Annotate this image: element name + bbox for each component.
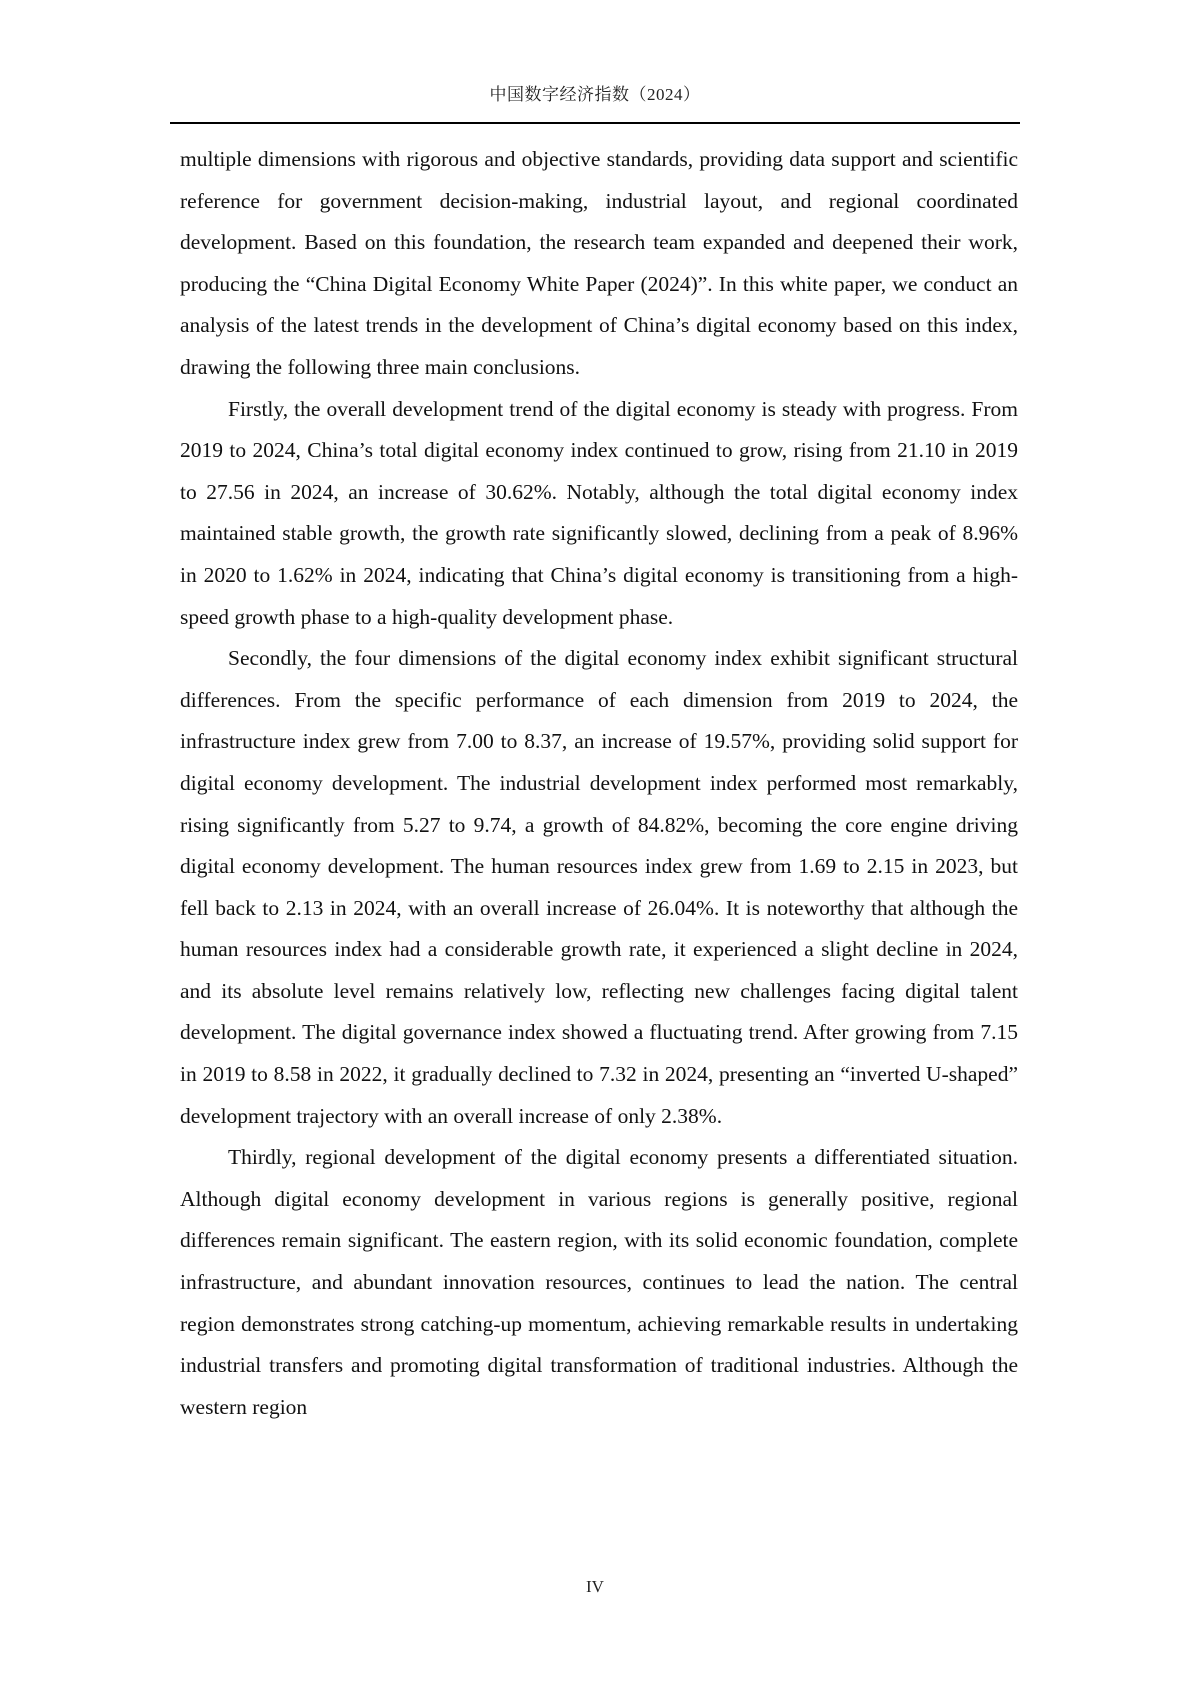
paragraph-secondly: Secondly, the four dimensions of the digital economy index exhibit significant structural differences. From the specific performance of each dimension from 2019 to 2024, the infrastructure index grew from 7.00 to 8.37, an increase of 19.57%, providing solid support for digital economy development. The industrial development index performed most remarkably, rising significantly from 5.27 to 9.74, a growth of 84.82%, becoming the core engine driving digital economy development. The human resources index grew from 1.69 to 2.15 in 2023, but fell back to 2.13 in 2024, with an overall increase of 26.04%. It is noteworthy that although the human resources index had a considerable growth rate, it experienced a slight decline in 2024, and its absolute level remains relatively low, reflecting new challenges facing digital talent development. The digital governance index showed a fluctuating trend. After growing from 7.15 in 2019 to 8.58 in 2022, it gradually declined to 7.32 in 2024, presenting an “inverted U-shaped” development trajectory with an overall increase of only 2.38%. (180, 646, 1018, 1128)
paragraph-thirdly: Thirdly, regional development of the digital economy presents a differentiated situation. Although digital economy development in various regions is generally positive, regional differences remain significant. The eastern region, with its solid economic foundation, complete infrastructure, and abundant innovation resources, continues to lead the nation. The central region demonstrates strong catching-up momentum, achieving remarkable results in undertaking industrial transfers and promoting digital transformation of traditional industries. Although the western region (180, 1145, 1018, 1419)
body-text (180, 139, 1018, 1428)
paragraph-firstly: Firstly, the overall development trend of the digital economy is steady with progress. From 2019 to 2024, China’s total digital economy index continued to grow, rising from 21.10 in 2019 to 27.56 in 2024, an increase of 30.62%. Notably, although the total digital economy index maintained stable growth, the growth rate significantly slowed, declining from a peak of 8.96% in 2020 to 1.62% in 2024, indicating that China’s digital economy is transitioning from a high-speed growth phase to a high-quality development phase. (180, 396, 1018, 629)
page-number: IV (586, 1577, 604, 1596)
running-header: 中国数字经济指数（2024） (489, 85, 701, 104)
paragraph-continuation: multiple dimensions with rigorous and objective standards, providing data support and scientific reference for government decision-making, industrial layout, and regional coordinated development. Based on this foundation, the research team expanded and deepened their work, producing the “China Digital Economy White Paper (2024)”. In this white paper, we conduct an analysis of the latest trends in the development of China’s digital economy based on this index, drawing the following three main conclusions. (180, 147, 1018, 379)
header-divider (170, 122, 1020, 124)
